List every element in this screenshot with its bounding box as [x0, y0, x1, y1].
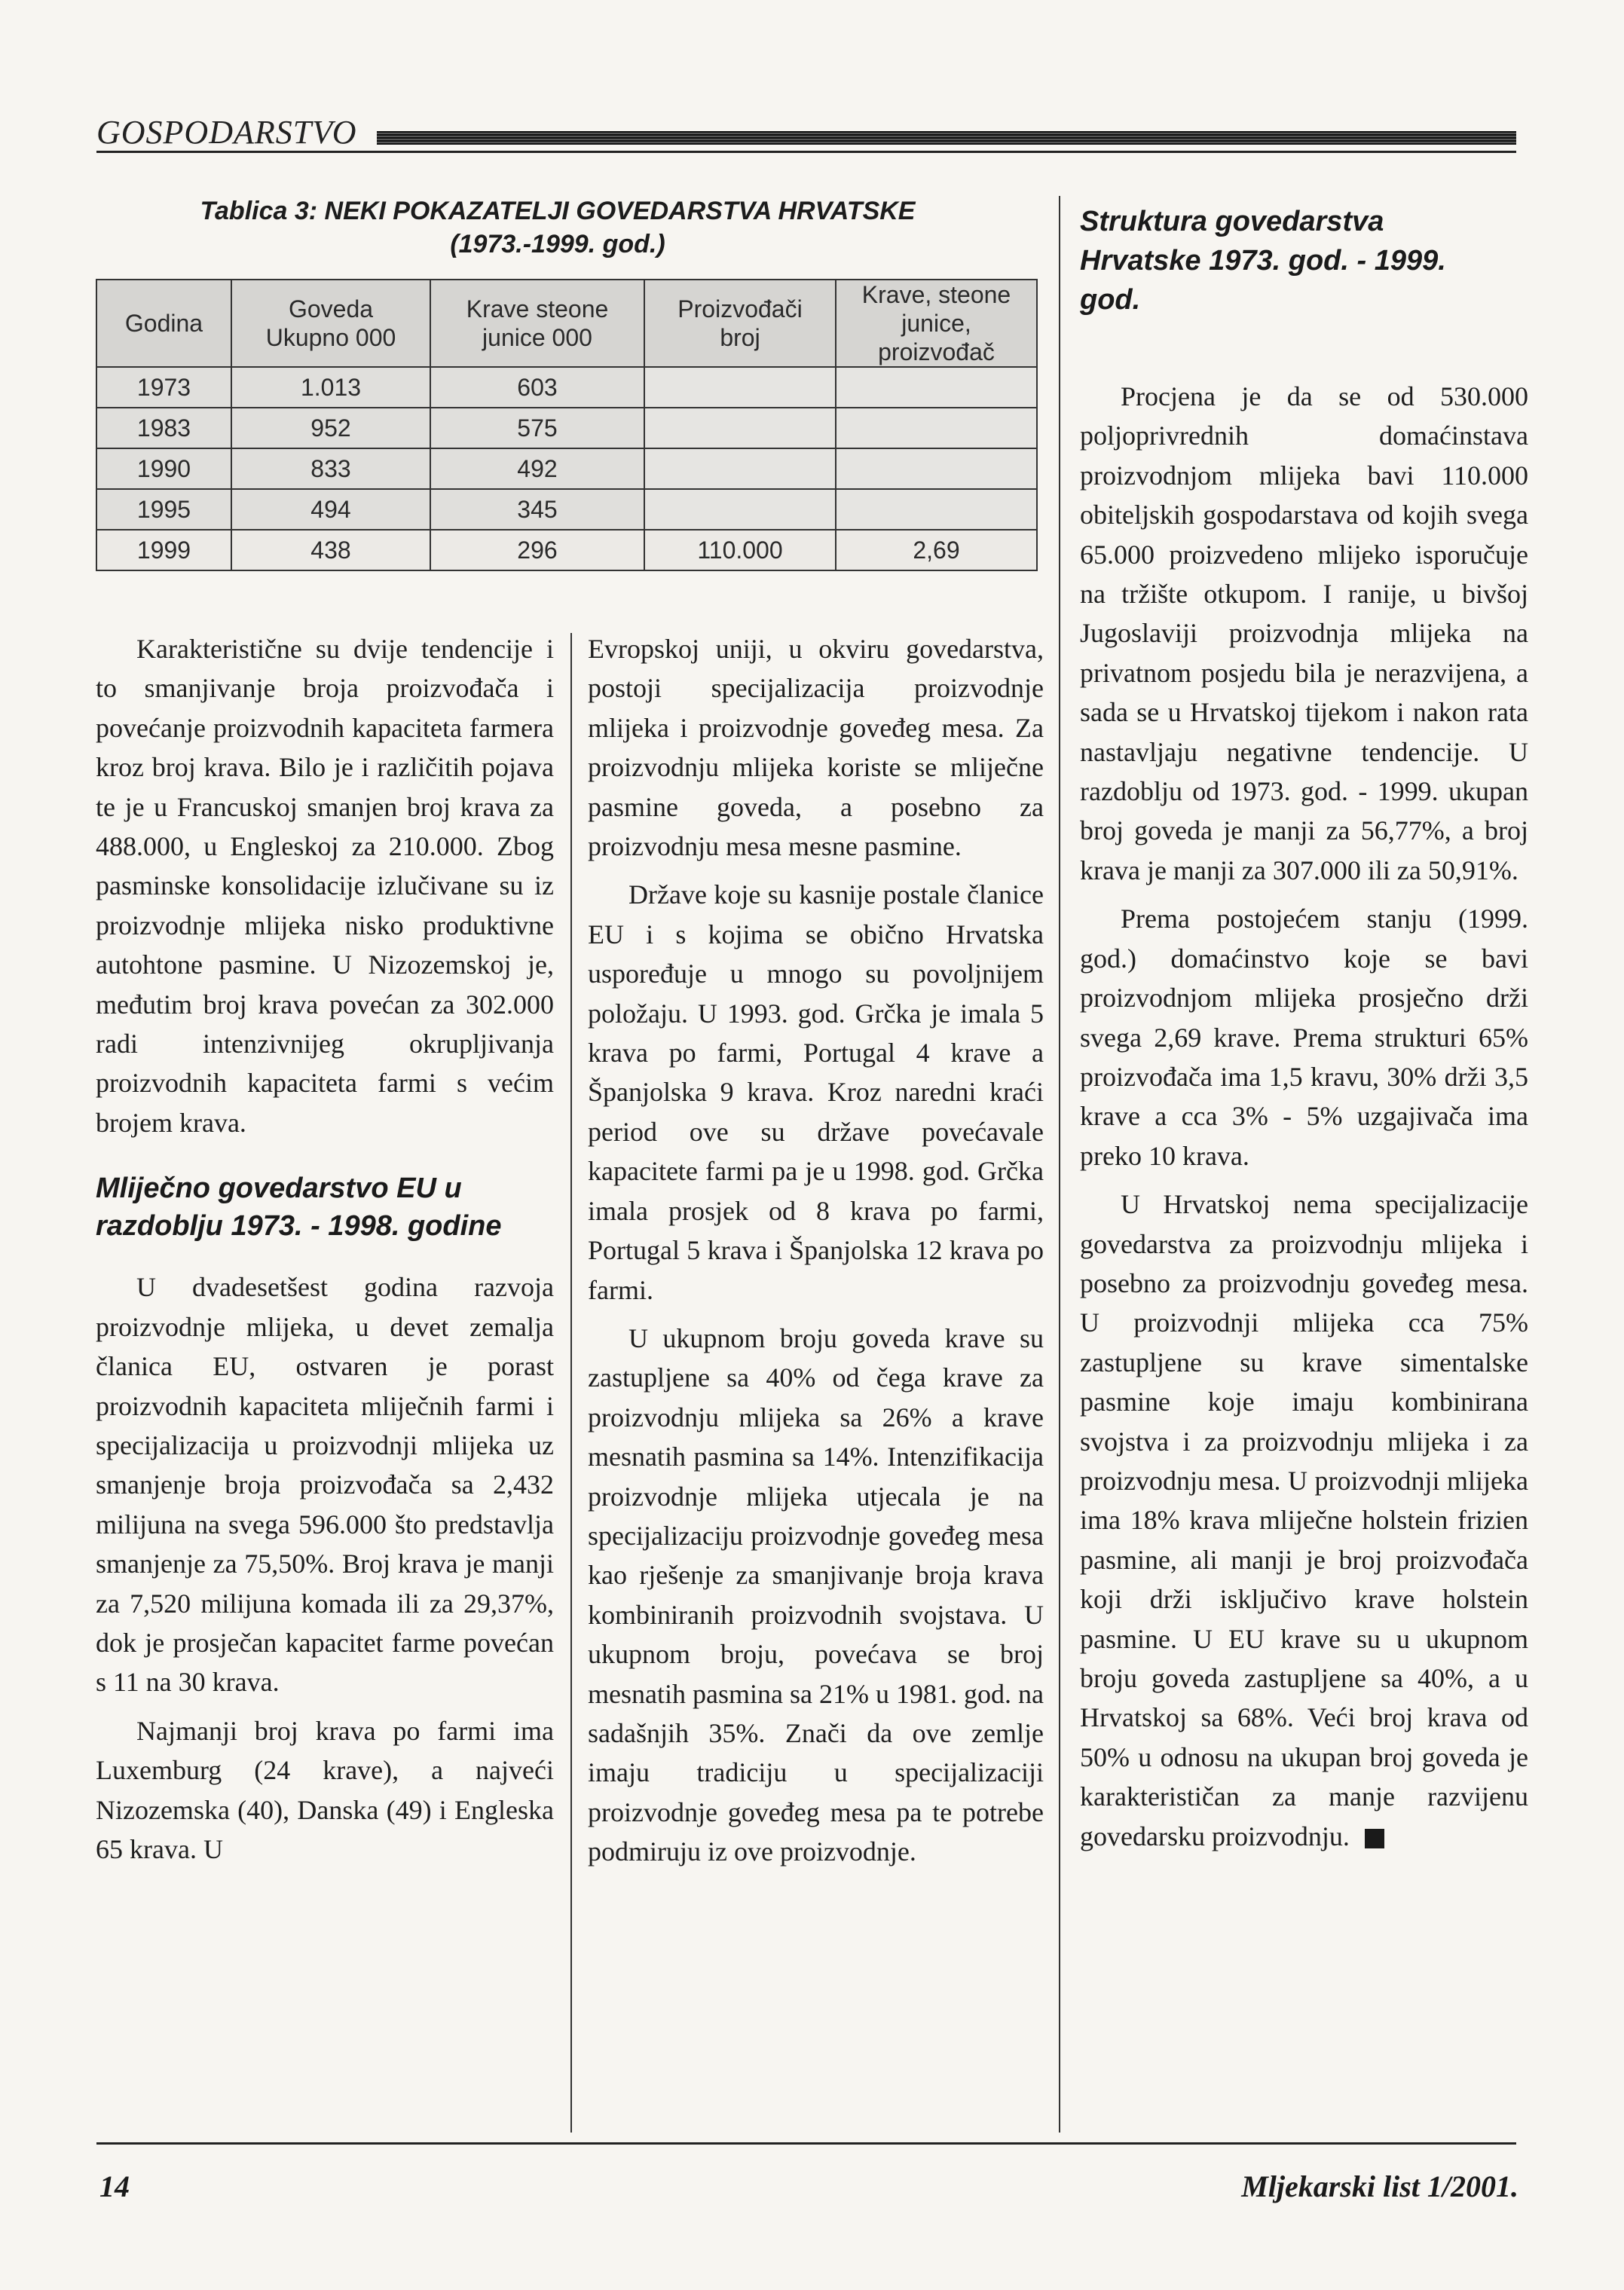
- header-cell-year: [96, 280, 231, 367]
- table-cell: 345: [430, 489, 644, 530]
- table-cell: 492: [430, 448, 644, 489]
- table-cell: 296: [430, 530, 644, 570]
- column-divider: [570, 633, 572, 2133]
- header-line: Krave steone: [466, 295, 609, 323]
- paragraph-text: U Hrvatskoj nema specijalizacije govedarstva za proizvodnju mlijeka i posebno za proizvodnju goveđeg mesa. U proizvodnji mlijeka cca 75% zastupljene su krave simentalske pasmine koje imaju kombinirana svojstva i za proizvodnju mlijeka i za proizvodnju mesa. U proizvodnji mlijeka ima 18% krava mliječne holstein frizien pasmine, ali manji je broj proizvođača koji drži isključivo krave holstein pasmine. U EU krave su u ukupnom broju goveda zastupljene sa 40%, a u Hrvatskoj sa 68%. Veći broj krava od 50% u odnosu na ukupan broj goveda je karakterističan za manje razvijenu govedarsku proizvodnju.: [1080, 1189, 1528, 1851]
- text-column-3: [1080, 377, 1528, 1856]
- column-divider: [1059, 196, 1060, 2133]
- paragraph: Najmanji broj krava po farmi ima Luxemburg (24 krave), a najveći Nizozemska (40), Danska (49) i Engleska 65 krava. U: [96, 1715, 554, 1864]
- table-cell: [644, 489, 836, 530]
- table-cell: 110.000: [644, 530, 836, 570]
- table-cell: [836, 367, 1037, 408]
- paragraph: Procjena je da se od 530.000 poljoprivrednih domaćinstava proizvodnjom mlijeka bavi 110.000 obiteljskih gospodarstava od kojih svega 65.000 proizvedeno mlijeko isporučuje na tržište otkupom. I ranije, u bivšoj Jugoslaviji proizvodnja mlijeka na privatnom posjedu bila je nerazvijena, a sada se u Hrvatskoj tijekom i nakon rata nastavljaju negativne tendencije. U razdoblju od 1973. god. - 1999. ukupan broj goveda je manji za 56,77%, a broj krava je manji za 307.000 ili za 50,91%.: [1080, 381, 1528, 885]
- paragraph: U dvadesetšest godina razvoja proizvodnje mlijeka, u devet zemalja članica EU, ostvaren je porast proizvodnih kapaciteta mliječnih farmi i specijalizacija u proizvodnji mlijeka uz smanjenje broja proizvođača sa 2,432 milijuna na svega 596.000 što predstavlja smanjenje za 75,50%. Broj krava je manji za 7,520 milijuna komada ili za 29,37%, dok je prosječan kapacitet farme povećan s 11 na 30 krava.: [96, 1272, 554, 1698]
- footer-rule: [96, 2142, 1516, 2145]
- table-cell: 1999: [96, 530, 231, 570]
- table-cell: 438: [231, 530, 430, 570]
- table-cell: 952: [231, 408, 430, 448]
- table-caption-line1: Tablica 3: NEKI POKAZATELJI GOVEDARSTVA HRVATSKE: [200, 197, 916, 225]
- table-cell: 1.013: [231, 367, 430, 408]
- table-cell: 603: [430, 367, 644, 408]
- table-cell: [644, 367, 836, 408]
- header-line: broj: [720, 324, 760, 351]
- header-line: Proizvođači: [677, 295, 803, 323]
- table-cell: 1973: [96, 367, 231, 408]
- section-heading: Mliječno govedarstvo EU u razdoblju 1973. - 1998. godine: [96, 1173, 502, 1243]
- table-cell: [836, 448, 1037, 489]
- paragraph: Države koje su kasnije postale članice EU i s kojima se obično Hrvatska uspoređuje u mnogo su povoljnijem položaju. U 1993. god. Grčka je imala 5 krava po farmi, Portugal 4 krave a Španjolska 9 krava. Kroz naredni kraći period ove su države povećavale kapacitete farmi pa je u 1998. god. Grčka imala prosjek od 8 krava po farmi, Portugal 5 krava i Španjolska 12 krava po farmi.: [588, 879, 1044, 1305]
- table-cell: [836, 489, 1037, 530]
- paragraph: [1080, 1185, 1528, 1856]
- paragraph: Evropskoj uniji, u okviru govedarstva, postoji specijalizacija proizvodnje mlijeka i proizvodnje goveđeg mesa. Za proizvodnju mlijeka koriste se mliječne pasmine goveda, a posebno za proizvodnju mesa mesne pasmine.: [588, 634, 1044, 862]
- table-row: [96, 530, 1037, 570]
- table-header-row: [96, 280, 1037, 367]
- paragraph: U ukupnom broju goveda krave su zastupljene sa 40% od čega krave za proizvodnju mlijeka sa 26% a krave mesnatih pasmina sa 14%. Intenzifikacija proizvodnje mlijeka utjecala je na specijalizaciju proizvodnje goveđeg mesa kao rješenje za smanjivanje broja krava kombiniranih proizvodnih svojstava. U ukupnom broju, povećava se broj mesnatih pasmina sa 21% u 1981. god. na sadašnjih 35%. Znači da ove zemlje imaju tradiciju u specijalizaciji proizvodnje goveđeg mesa pa te potrebe podmiruju iz ove proizvodnje.: [588, 1322, 1044, 1867]
- header-line: junice, proizvođač: [878, 310, 995, 365]
- cattle-indicators-table: [96, 279, 1038, 571]
- header-cell-cows-per-producer: [836, 280, 1037, 367]
- header-line: Ukupno 000: [265, 324, 396, 351]
- header-line: Krave, steone: [861, 281, 1011, 308]
- header-cell-cattle-total: [231, 280, 430, 367]
- table-cell: 1990: [96, 448, 231, 489]
- table-row: [96, 367, 1037, 408]
- table-cell: 1995: [96, 489, 231, 530]
- text-column-1: [96, 629, 554, 1869]
- table-caption-line2: (1973.-1999. god.): [450, 230, 665, 258]
- table-caption: [90, 194, 1025, 261]
- header-line: Goveda: [288, 295, 374, 323]
- text-column-2: [588, 629, 1044, 1872]
- table-cell: 2,69: [836, 530, 1037, 570]
- sidebar-heading: Struktura govedarstva Hrvatske 1973. god. - 1999. god.: [1080, 206, 1446, 316]
- table-cell: 575: [430, 408, 644, 448]
- publication-name: Mljekarski list 1/2001.: [1241, 2169, 1518, 2203]
- header-rule-bar: [377, 131, 1516, 145]
- table-cell: 833: [231, 448, 430, 489]
- header-cell-cows-heifers: [430, 280, 644, 367]
- paragraph: Karakteristične su dvije tendencije i to smanjivanje broja proizvođača i povećanje proizvodnih kapaciteta farmera kroz broj krava. Bilo je i različitih pojava te je u Francuskoj smanjen broj krava za 488.000, u Engleskoj za 210.000. Zbog pasminske konsolidacije izlučivane su iz proizvodnje mlijeka nisko produktivne autohtone pasmine. U Nizozemskoj je, međutim broj krava povećan za 302.000 radi intenzivnijeg okrupljivanja proizvodnih kapaciteta farmi s većim brojem krava.: [96, 634, 554, 1138]
- end-of-article-mark: [1365, 1829, 1384, 1848]
- table-row: [96, 408, 1037, 448]
- header-line: junice 000: [482, 324, 592, 351]
- header-line: Godina: [124, 310, 203, 337]
- table-row: [96, 448, 1037, 489]
- section-title: GOSPODARSTVO: [96, 114, 357, 151]
- header-rule-line: [96, 151, 1516, 153]
- paragraph: Prema postojećem stanju (1999. god.) domaćinstvo koje se bavi proizvodnjom mlijeka prosječno drži svega 2,69 krave. Prema strukturi 65% proizvođača ima 1,5 kravu, 30% drži 3,5 krave a cca 3% - 5% uzgajivača ima preko 10 krava.: [1080, 903, 1528, 1171]
- table-cell: 1983: [96, 408, 231, 448]
- table-row: [96, 489, 1037, 530]
- table-cell: [836, 408, 1037, 448]
- header-cell-producers: [644, 280, 836, 367]
- table-cell: 494: [231, 489, 430, 530]
- page-number: 14: [99, 2169, 130, 2203]
- table-cell: [644, 408, 836, 448]
- table-cell: [644, 448, 836, 489]
